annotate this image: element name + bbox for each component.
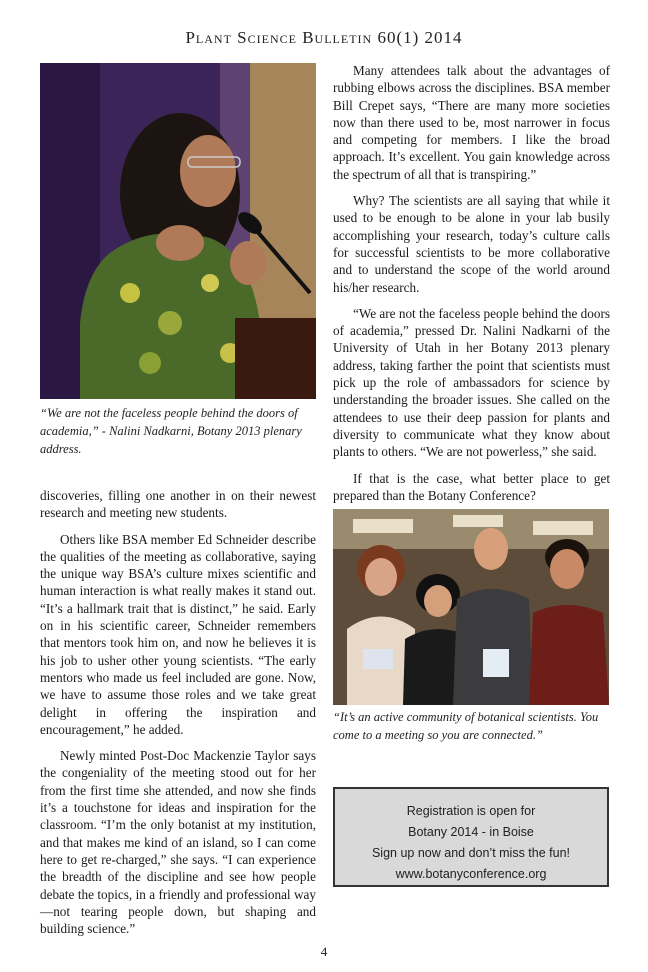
paragraph: If that is the case, what better place to get prepared than the Botany Conference? xyxy=(333,470,610,503)
group-photo xyxy=(333,509,609,705)
paragraph: “We are not the faceless people behind the doors of academia,” pressed Dr. Nalini Nadkarni of the University of Utah in her Botany 2013 plenary address, taking farther the point that scientists must pick up the role of ambassadors for science by understanding the broader issues. She called on the attendees to use their deep passion for plants and diversity to communicate what they know about plants to others. “We are not powerless,” she said. xyxy=(333,305,610,460)
right-column-text xyxy=(333,62,610,513)
running-header: Plant Science Bulletin 60(1) 2014 xyxy=(185,28,463,47)
page-number: 4 xyxy=(320,944,328,959)
registration-line: Sign up now and don’t miss the fun! xyxy=(371,846,571,860)
registration-line: Botany 2014 - in Boise xyxy=(408,825,534,839)
left-column-text xyxy=(40,487,316,946)
paragraph: Many attendees talk about the advantages of rubbing elbows across the disciplines. BSA member Bill Crepet says, “There are many more societies now than there used to be, most narrower in focus and competing for members. I like the broad approach. It’s excellent. You gain knowledge across the spectrum of all that is transpiring.” xyxy=(333,63,610,182)
paragraph: discoveries, filling one another in on their newest research and meeting new students. xyxy=(40,488,316,521)
speaker-photo xyxy=(40,63,316,399)
registration-box xyxy=(333,787,609,887)
group-photo-caption: “It’s an active community of botanical scientists. You come to a meeting so you are connected.” xyxy=(333,710,599,742)
registration-url[interactable]: www.botanyconference.org xyxy=(395,867,547,881)
registration-line: Registration is open for xyxy=(406,804,536,818)
paragraph: Newly minted Post-Doc Mackenzie Taylor says the congeniality of the meeting stood out for her from the first time she attended, and now she finds it’s a touchstone for ideas and inspiration for the classroom. “I’m the only botanist at my institution, and that makes me kind of an island, so I can come here to get re-charged,” she says. “I can experience the breadth of the discipline and see how people debate the topics, in a friendly and professional way—not tearing people down, but shaping and building science.” xyxy=(40,748,316,937)
paragraph: Why? The scientists are all saying that while it used to be enough to be alone in your lab busily accomplishing your research, today’s culture calls for successful scientists to be more collaborative and to understand the scope of the world around his/her research. xyxy=(333,193,610,295)
paragraph: Others like BSA member Ed Schneider describe the qualities of the meeting as collaborative, saying the unique way BSA’s culture mixes scientific and human interaction is what really makes it stand out. “It’s a hallmark trait that is distinct,” he said. Early on in his scientific career, Schneider remembers that mentors took him on, and now he believes it is his job to usher other young scientists. “The early mentors who made us feel included are gone. Now, we have to assume those roles and we take great delight in offering the inspiration and encouragement,” he added. xyxy=(40,531,316,737)
speaker-photo-caption: “We are not the faceless people behind the doors of academia,” - Nalini Nadkarni, Botany 2013 plenary address. xyxy=(40,406,302,456)
